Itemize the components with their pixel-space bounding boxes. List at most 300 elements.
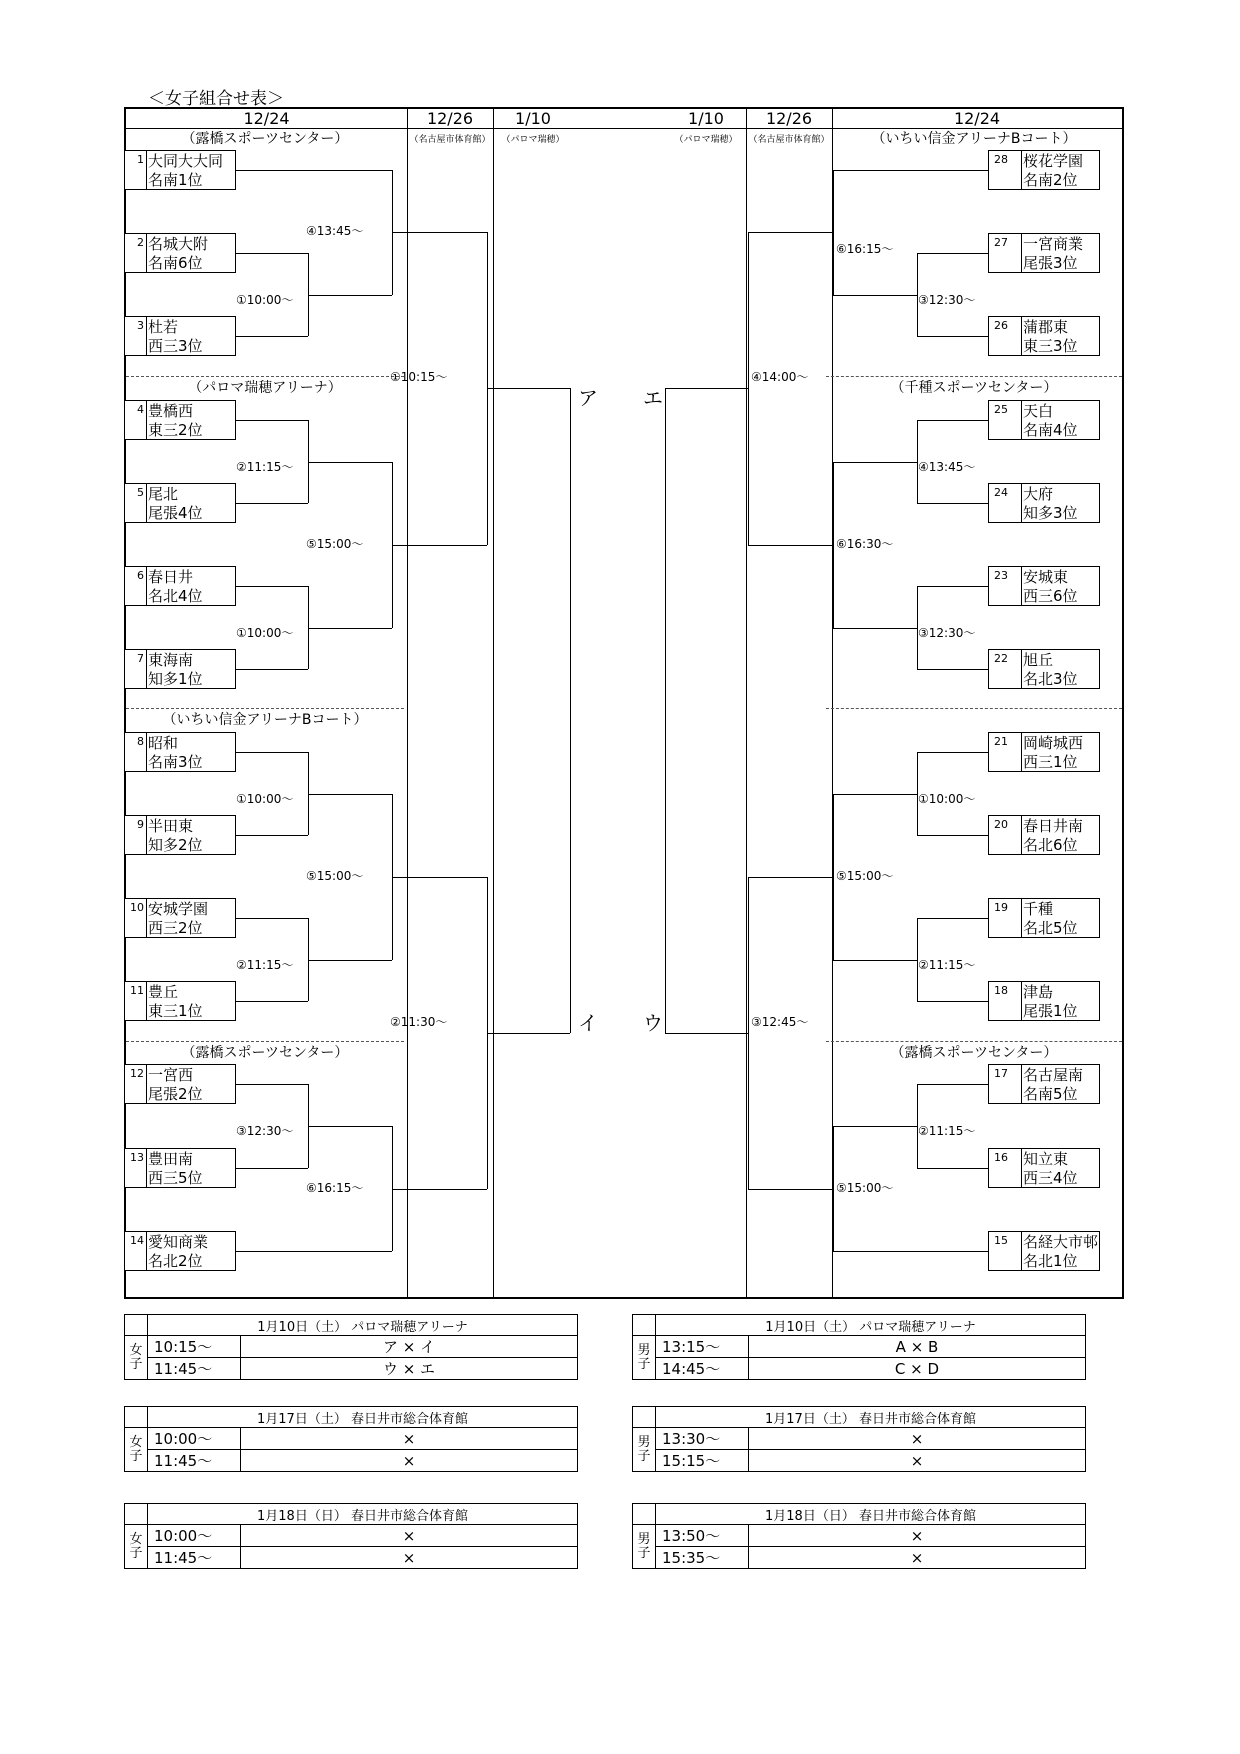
team-school: 安城東 — [1023, 568, 1069, 586]
match-time-label: ②11:15～ — [236, 459, 294, 474]
team-card-divider — [1021, 982, 1022, 1020]
schedule-time: 14:45～ — [656, 1358, 749, 1380]
schedule-sex-label — [633, 1525, 656, 1569]
bracket-line — [308, 794, 392, 795]
bracket-line — [917, 336, 988, 337]
team-school: 大同大大同 — [148, 152, 224, 170]
schedule-time: 10:15～ — [148, 1336, 241, 1358]
team-card — [988, 316, 1100, 356]
schedule-sex-char: 男 — [637, 1531, 651, 1547]
team-card-divider — [146, 1065, 147, 1103]
team-seed: 21 — [994, 735, 1008, 748]
team-region-rank: 名南5位 — [1023, 1085, 1078, 1103]
schedule-sex-char: 子 — [637, 1356, 651, 1372]
team-card — [124, 649, 236, 689]
team-seed: 10 — [130, 901, 144, 914]
bracket-line — [236, 253, 308, 254]
team-card-divider — [1021, 567, 1022, 605]
bracket-line — [748, 877, 833, 878]
match-time-label: ⑤15:00～ — [306, 868, 364, 883]
schedule-match: A × B — [749, 1336, 1086, 1358]
match-time-label: ①10:00～ — [236, 791, 294, 806]
bracket-line — [308, 295, 392, 296]
schedule-match: × — [749, 1525, 1086, 1547]
team-region-rank: 西三1位 — [1023, 753, 1078, 771]
semifinal-slot-i: イ — [578, 1010, 598, 1035]
bracket-line — [392, 877, 487, 878]
bracket-line — [748, 232, 749, 544]
bracket-line — [833, 794, 834, 960]
venue-right-sf: （パロマ瑞穂） — [674, 135, 738, 145]
team-card — [988, 898, 1100, 938]
bracket-line — [487, 388, 570, 389]
schedule-corner — [633, 1504, 656, 1525]
team-name — [148, 1150, 203, 1188]
team-card — [988, 1231, 1100, 1271]
schedule-corner — [125, 1504, 148, 1525]
team-name — [1023, 1150, 1078, 1188]
team-card-divider — [1021, 484, 1022, 522]
team-region-rank: 東三1位 — [148, 1002, 203, 1020]
team-seed: 5 — [137, 486, 144, 499]
team-region-rank: 名南2位 — [1023, 171, 1078, 189]
schedule-corner — [125, 1315, 148, 1336]
schedule-match: ウ × エ — [241, 1358, 578, 1380]
semifinal-slot-a: ア — [578, 386, 598, 411]
schedule-header: 1月17日（土） 春日井市総合体育館 — [656, 1407, 1086, 1428]
team-region-rank: 西三4位 — [1023, 1169, 1078, 1187]
team-region-rank: 名北5位 — [1023, 919, 1078, 937]
schedule-match: × — [749, 1450, 1086, 1472]
team-name — [1023, 900, 1078, 938]
bracket-line — [833, 1251, 988, 1252]
bracket-line — [308, 628, 392, 629]
schedule-sex-char: 子 — [637, 1448, 651, 1464]
bracket-line — [236, 336, 308, 337]
team-school: 豊田南 — [148, 1150, 194, 1168]
team-card — [988, 1064, 1100, 1104]
team-region-rank: 西三5位 — [148, 1169, 203, 1187]
team-region-rank: 尾張3位 — [1023, 254, 1078, 272]
match-time-label: ⑥16:15～ — [306, 1180, 364, 1195]
bracket-line — [236, 669, 308, 670]
team-seed: 18 — [994, 984, 1008, 997]
schedule-time: 11:45～ — [148, 1547, 241, 1569]
team-seed: 6 — [137, 569, 144, 582]
block-venue-title: （パロマ瑞穂アリーナ） — [188, 380, 342, 396]
semifinal-slot-u: ウ — [643, 1010, 663, 1035]
team-school: 安城学園 — [148, 900, 209, 918]
schedule-corner — [633, 1407, 656, 1428]
team-card — [124, 400, 236, 440]
team-card — [988, 1148, 1100, 1188]
bracket-line — [487, 1033, 570, 1034]
schedule-header: 1月17日（土） 春日井市総合体育館 — [148, 1407, 578, 1428]
team-card-divider — [1021, 151, 1022, 189]
team-name — [148, 651, 203, 689]
schedule-match: ア × イ — [241, 1336, 578, 1358]
bracket-line — [917, 503, 988, 504]
team-name — [1023, 651, 1078, 689]
schedule-sex-char: 男 — [637, 1434, 651, 1450]
schedule-table — [632, 1314, 1086, 1380]
bracket-line — [833, 462, 917, 463]
team-card-divider — [146, 1232, 147, 1270]
bracket-line — [917, 586, 988, 587]
bracket-line — [833, 462, 834, 628]
schedule-corner — [633, 1315, 656, 1336]
bracket-line — [570, 388, 571, 1032]
team-card — [124, 815, 236, 855]
schedule-sex-char: 女 — [129, 1434, 143, 1450]
schedule-sex-char: 女 — [129, 1531, 143, 1547]
team-school: 東海南 — [148, 651, 194, 669]
bracket-line — [236, 503, 308, 504]
team-name — [1023, 152, 1083, 190]
team-region-rank: 西三3位 — [148, 337, 203, 355]
team-name — [1023, 402, 1078, 440]
schedule-header: 1月18日（日） 春日井市総合体育館 — [656, 1504, 1086, 1525]
team-seed: 14 — [130, 1234, 144, 1247]
team-school: 知立東 — [1023, 1150, 1069, 1168]
team-card-divider — [1021, 401, 1022, 439]
team-card — [124, 1231, 236, 1271]
team-seed: 12 — [130, 1067, 144, 1080]
team-region-rank: 西三6位 — [1023, 587, 1078, 605]
team-school: 豊橋西 — [148, 402, 194, 420]
team-seed: 27 — [994, 236, 1008, 249]
bracket-line — [833, 1126, 834, 1251]
team-school: 春日井南 — [1023, 817, 1084, 835]
bracket-line — [917, 752, 988, 753]
date-left-r1: 12/24 — [243, 109, 290, 128]
block-venue-title: （露橋スポーツセンター） — [181, 1045, 349, 1061]
team-name — [1023, 734, 1083, 772]
team-name — [148, 485, 203, 523]
team-name — [1023, 318, 1078, 356]
team-seed: 1 — [137, 153, 144, 166]
bracket-line — [917, 1168, 988, 1169]
bracket-line — [917, 918, 988, 919]
match-time-label: ②11:15～ — [918, 1124, 976, 1138]
bracket-line — [833, 628, 917, 629]
match-time-label: ⑤15:00～ — [306, 536, 364, 551]
team-region-rank: 東三2位 — [148, 421, 203, 439]
team-school: 旭丘 — [1023, 651, 1054, 669]
schedule-sex-char: 子 — [129, 1356, 143, 1372]
team-school: 尾北 — [148, 485, 179, 503]
team-school: 杜若 — [148, 318, 179, 336]
team-card — [988, 981, 1100, 1021]
team-card — [124, 1064, 236, 1104]
team-school: 岡崎城西 — [1023, 734, 1084, 752]
team-school: 天白 — [1023, 402, 1054, 420]
block-venue-title: （千種スポーツセンター） — [890, 380, 1058, 396]
team-region-rank: 知多1位 — [148, 670, 203, 688]
schedule-sex-char: 子 — [129, 1448, 143, 1464]
team-seed: 23 — [994, 569, 1008, 582]
bracket-line — [392, 232, 487, 233]
team-card-divider — [146, 982, 147, 1020]
schedule-match: C × D — [749, 1358, 1086, 1380]
match-time-label: ④13:45～ — [918, 459, 976, 474]
team-school: 昭和 — [148, 734, 179, 752]
bracket-line — [308, 960, 392, 961]
schedule-sex-char: 子 — [129, 1545, 143, 1561]
date-left-r2: 12/26 — [426, 109, 474, 128]
team-region-rank: 名南6位 — [148, 254, 203, 272]
schedule-time: 10:00～ — [148, 1525, 241, 1547]
schedule-time: 15:35～ — [656, 1547, 749, 1569]
schedule-sex-label — [125, 1428, 148, 1472]
match-time-label: ①10:00～ — [236, 625, 294, 640]
block-separator — [826, 708, 1122, 709]
team-name — [148, 402, 203, 440]
match-time-label: ⑤15:00～ — [836, 1180, 894, 1195]
team-name — [148, 900, 208, 938]
schedule-sex-label — [633, 1428, 656, 1472]
date-right-r2: 12/26 — [765, 109, 813, 128]
team-name — [148, 817, 203, 855]
team-seed: 25 — [994, 403, 1008, 416]
team-seed: 11 — [130, 984, 144, 997]
team-card-divider — [146, 401, 147, 439]
schedule-table — [632, 1503, 1086, 1569]
team-seed: 20 — [994, 818, 1008, 831]
schedule-time: 15:15～ — [656, 1450, 749, 1472]
page-title: ＜女子組合せ表＞ — [148, 89, 284, 109]
team-school: 名城大附 — [148, 235, 209, 253]
bracket-line — [833, 295, 917, 296]
team-region-rank: 名北4位 — [148, 587, 203, 605]
team-card — [124, 981, 236, 1021]
team-name — [1023, 983, 1078, 1021]
bracket-line — [917, 669, 988, 670]
venue-left-r2: （名古屋市体育館） — [409, 135, 491, 145]
team-region-rank: 知多3位 — [1023, 504, 1078, 522]
bracket-line — [748, 1189, 833, 1190]
schedule-time: 13:50～ — [656, 1525, 749, 1547]
schedule-sex-label — [125, 1336, 148, 1380]
team-seed: 26 — [994, 319, 1008, 332]
team-name — [148, 1233, 208, 1271]
team-name — [148, 1066, 203, 1104]
team-name — [148, 235, 208, 273]
bracket-line — [748, 877, 749, 1189]
team-seed: 17 — [994, 1067, 1008, 1080]
team-region-rank: 名南4位 — [1023, 421, 1078, 439]
schedule-match: × — [241, 1428, 578, 1450]
team-card — [988, 815, 1100, 855]
team-card — [124, 483, 236, 523]
block-venue-title: （いちい信金アリーナBコート） — [162, 712, 368, 728]
date-right-sf: 1/10 — [688, 109, 724, 128]
bracket-line — [236, 1084, 308, 1085]
team-card-divider — [146, 234, 147, 272]
schedule-table — [632, 1406, 1086, 1472]
date-left-sf: 1/10 — [515, 109, 551, 128]
bracket-line — [833, 1126, 917, 1127]
team-seed: 4 — [137, 403, 144, 416]
bracket-line — [748, 545, 833, 546]
team-region-rank: 尾張2位 — [148, 1085, 203, 1103]
team-seed: 24 — [994, 486, 1008, 499]
schedule-match: × — [749, 1428, 1086, 1450]
team-card-divider — [146, 317, 147, 355]
bracket-line — [833, 170, 988, 171]
team-card-divider — [1021, 234, 1022, 272]
date-right-r1: 12/24 — [953, 109, 1001, 128]
bracket-line — [236, 1001, 308, 1002]
team-seed: 28 — [994, 153, 1008, 166]
match-time-label: ③12:30～ — [236, 1124, 294, 1138]
bracket-line — [236, 752, 308, 753]
team-name — [148, 318, 203, 356]
match-time-label: ⑤15:00～ — [836, 868, 894, 883]
venue-right-r2: （名古屋市体育館） — [748, 135, 830, 145]
bracket-line — [308, 462, 392, 463]
team-seed: 13 — [130, 1151, 144, 1164]
team-card — [124, 150, 236, 190]
bracket-line — [833, 960, 917, 961]
team-card — [124, 1148, 236, 1188]
schedule-header: 1月18日（日） 春日井市総合体育館 — [148, 1504, 578, 1525]
schedule-sex-label — [125, 1525, 148, 1569]
team-card-divider — [1021, 1232, 1022, 1270]
bracket-line — [917, 1084, 988, 1085]
team-card — [124, 566, 236, 606]
team-region-rank: 名南3位 — [148, 753, 203, 771]
schedule-sex-char: 子 — [637, 1545, 651, 1561]
team-name — [1023, 235, 1083, 273]
team-name — [148, 734, 203, 772]
team-card-divider — [146, 1149, 147, 1187]
team-school: 千種 — [1023, 900, 1054, 918]
team-name — [1023, 485, 1078, 523]
team-region-rank: 東三3位 — [1023, 337, 1078, 355]
team-school: 半田東 — [148, 817, 194, 835]
team-card-divider — [1021, 317, 1022, 355]
match-time-label: ④14:00～ — [751, 370, 809, 385]
schedule-time: 13:30～ — [656, 1428, 749, 1450]
match-time-label: ③12:30～ — [918, 625, 976, 640]
team-card-divider — [1021, 650, 1022, 688]
team-card — [988, 233, 1100, 273]
team-name — [148, 152, 223, 190]
schedule-time: 11:45～ — [148, 1358, 241, 1380]
team-card-divider — [146, 151, 147, 189]
team-region-rank: 西三2位 — [148, 919, 203, 937]
team-region-rank: 名北3位 — [1023, 670, 1078, 688]
block-venue-title: （露橋スポーツセンター） — [181, 131, 349, 147]
block-venue-title: （いちい信金アリーナBコート） — [871, 131, 1077, 147]
team-name — [1023, 1066, 1083, 1104]
schedule-sex-label — [633, 1336, 656, 1380]
team-card — [988, 566, 1100, 606]
match-time-label: ⑥16:15～ — [836, 242, 894, 257]
bracket-line — [665, 388, 748, 389]
team-card-divider — [146, 816, 147, 854]
team-seed: 3 — [137, 319, 144, 332]
team-school: 一宮商業 — [1023, 235, 1084, 253]
schedule-corner — [125, 1407, 148, 1428]
bracket-line — [392, 1189, 487, 1190]
team-card — [124, 233, 236, 273]
team-school: 名古屋南 — [1023, 1066, 1084, 1084]
team-card-divider — [146, 650, 147, 688]
block-venue-title: （露橋スポーツセンター） — [890, 1045, 1058, 1061]
team-region-rank: 名南1位 — [148, 171, 203, 189]
team-seed: 7 — [137, 652, 144, 665]
bracket-line — [236, 1168, 308, 1169]
team-seed: 22 — [994, 652, 1008, 665]
team-seed: 15 — [994, 1234, 1008, 1247]
match-time-label: ③12:45～ — [751, 1014, 809, 1029]
match-time-label: ②11:15～ — [236, 957, 294, 972]
team-school: 愛知商業 — [148, 1233, 209, 1251]
bracket-line — [665, 388, 666, 1032]
schedule-sex-char: 男 — [637, 1342, 651, 1358]
bracket-line — [917, 835, 988, 836]
team-card — [988, 483, 1100, 523]
schedule-table — [124, 1314, 578, 1380]
team-card — [124, 898, 236, 938]
match-time-label: ②11:30～ — [390, 1014, 448, 1029]
team-seed: 19 — [994, 901, 1008, 914]
team-region-rank: 名北1位 — [1023, 1252, 1078, 1270]
team-card — [124, 316, 236, 356]
bracket-line — [236, 1251, 392, 1252]
team-card-divider — [146, 484, 147, 522]
team-region-rank: 名北2位 — [148, 1252, 203, 1270]
bracket-line — [748, 232, 833, 233]
team-card — [988, 400, 1100, 440]
schedule-match: × — [241, 1450, 578, 1472]
bracket-line — [236, 918, 308, 919]
team-region-rank: 名北6位 — [1023, 836, 1078, 854]
match-time-label: ③12:30～ — [918, 292, 976, 307]
team-card — [988, 649, 1100, 689]
schedule-match: × — [241, 1547, 578, 1569]
team-name — [148, 568, 203, 606]
team-card — [988, 150, 1100, 190]
team-seed: 2 — [137, 236, 144, 249]
team-school: 桜花学園 — [1023, 152, 1084, 170]
team-card-divider — [146, 733, 147, 771]
schedule-match: × — [749, 1547, 1086, 1569]
match-time-label: ①10:15～ — [390, 370, 448, 385]
bracket-line — [833, 170, 834, 295]
match-time-label: ④13:45～ — [306, 224, 364, 239]
schedule-match: × — [241, 1525, 578, 1547]
team-school: 春日井 — [148, 568, 194, 586]
team-name — [1023, 1233, 1098, 1271]
schedule-time: 13:15～ — [656, 1336, 749, 1358]
bracket-line — [917, 1001, 988, 1002]
bracket-line — [236, 835, 308, 836]
schedule-header: 1月10日（土） パロマ瑞穂アリーナ — [148, 1315, 578, 1336]
match-time-label: ①10:00～ — [918, 791, 976, 806]
team-school: 名経大市邨 — [1023, 1233, 1099, 1251]
team-name — [1023, 568, 1078, 606]
match-time-label: ①10:00～ — [236, 292, 294, 307]
team-school: 蒲郡東 — [1023, 318, 1069, 336]
bracket-line — [917, 253, 988, 254]
team-name — [148, 983, 203, 1021]
team-school: 津島 — [1023, 983, 1054, 1001]
team-region-rank: 知多2位 — [148, 836, 203, 854]
semifinal-slot-e: エ — [643, 386, 663, 411]
